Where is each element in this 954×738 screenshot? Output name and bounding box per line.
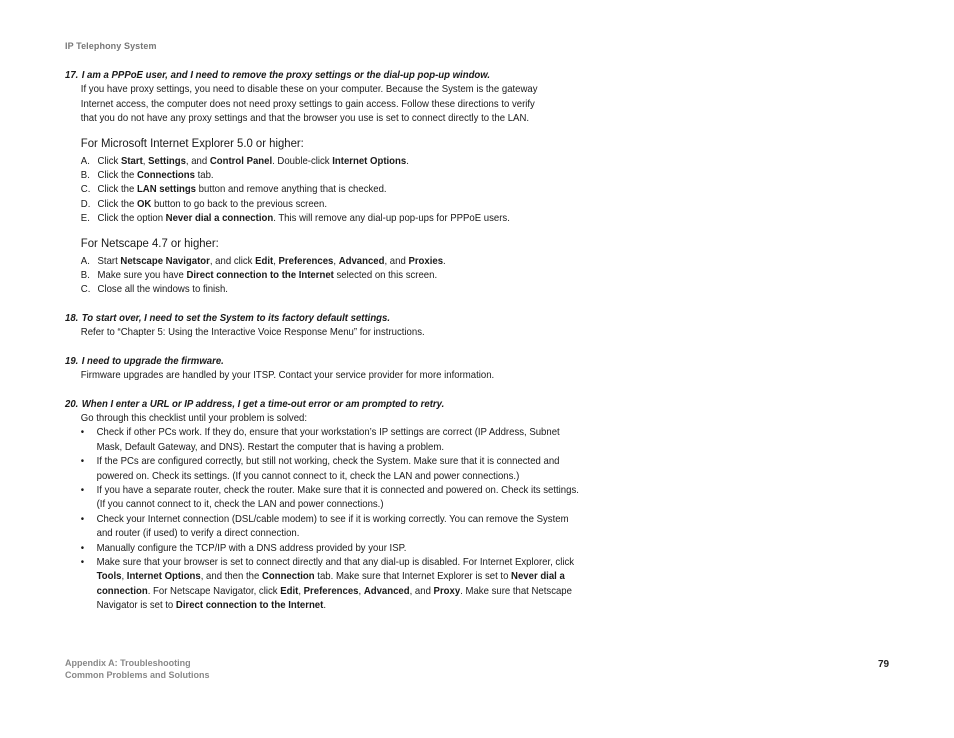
answer-18: Refer to “Chapter 5: Using the Interactive Voice Response Menu” for instructions.: [80, 327, 425, 339]
checklist-item: • If the PCs are configured correctly, but still not working, check the System. Make sure that it is connected and powered on. Check its settings. (If you cannot connect to it, check the LAN and power connections.): [80, 456, 560, 482]
answer-19: Firmware upgrades are handled by your ITSP. Contact your service provider for more information.: [80, 370, 495, 382]
question-number: 17.: [65, 70, 79, 81]
question-number: 19.: [65, 355, 79, 367]
faq-question-19: [65, 355, 586, 369]
ie-step-a: A. Click Start, Settings, and Control Panel. Double-click Internet Options.: [80, 155, 409, 167]
faq-content: [65, 69, 586, 614]
answer-20-intro: Go through this checklist until your problem is solved:: [80, 412, 308, 424]
ie-step-e: E. Click the option Never dial a connection. This will remove any dial-up pop-ups for PPPoE users.: [80, 213, 510, 225]
checklist-item: • Check your Internet connection (DSL/cable modem) to see if it is working correctly. You can remove the System and router (if used) to verify a direct connection.: [80, 513, 569, 540]
answer-17: [81, 83, 586, 126]
question-number: 18.: [65, 312, 79, 324]
page-number: 79: [878, 659, 890, 670]
ie-step-d: D. Click the OK button to go back to the previous screen.: [80, 198, 327, 210]
running-header: IP Telephony System: [65, 41, 157, 51]
question-title: When I enter a URL or IP address, I get a time-out error or am prompted to retry.: [81, 398, 445, 410]
answer-line: Internet access, the computer does not need proxy settings to gain access. Follow these directions to verify: [80, 98, 535, 110]
faq-question-18: [65, 312, 586, 326]
ie-subheading: For Microsoft Internet Explorer 5.0 or higher:: [80, 135, 304, 150]
checklist-item: • Check if other PCs work. If they do, ensure that your workstation’s IP settings are correct (IP Address, Subnet Mask, Default Gateway, and DNS). Restart the computer that is having a problem.: [80, 427, 560, 453]
footer-section: Common Problems and Solutions: [65, 670, 210, 680]
question-title: I am a PPPoE user, and I need to remove the proxy settings or the dial-up pop-up window.: [81, 70, 491, 81]
ns-step-c: C. Close all the windows to finish.: [80, 284, 228, 296]
answer-line: If you have proxy settings, you need to disable these on your computer. Because the System is the gateway: [80, 84, 538, 96]
footer-chapter: Appendix A: Troubleshooting: [65, 658, 191, 668]
question-title: I need to upgrade the firmware.: [81, 355, 224, 367]
checklist-item: • Manually configure the TCP/IP with a DNS address provided by your ISP.: [80, 542, 407, 554]
question-title: To start over, I need to set the System to its factory default settings.: [81, 312, 391, 324]
checklist-item: • Make sure that your browser is set to connect directly and that any dial-up is disabled. For Internet Explorer, click Tools, Internet Options, and then the Connection tab. Make sure that Internet Explorer is set to Never dial a connection. For Netscape Navigator, click Edit, Preferences, Advanced, and Proxy. Make sure that Netscape Navigator is set to Direct connection to the Internet.: [80, 556, 575, 612]
netscape-subheading: For Netscape 4.7 or higher:: [80, 235, 219, 250]
question-number: 20.: [65, 398, 79, 410]
faq-question-17: [65, 69, 586, 83]
ie-step-c: C. Click the LAN settings button and remove anything that is checked.: [80, 184, 387, 196]
checklist-item: • If you have a separate router, check the router. Make sure that it is connected and powered on. Check its settings. (If you cannot connect to it, check the LAN and power connections.): [80, 484, 579, 511]
faq-question-20: [65, 398, 586, 412]
answer-line: that you do not have any proxy settings and that the browser you use is set to connect directly to the LAN.: [80, 113, 530, 125]
ns-step-b: B. Make sure you have Direct connection to the Internet selected on this screen.: [80, 270, 438, 282]
running-footer: [65, 657, 210, 681]
ie-step-b: B. Click the Connections tab.: [80, 170, 214, 182]
ns-step-a: A. Start Netscape Navigator, and click Edit, Preferences, Advanced, and Proxies.: [80, 255, 446, 267]
